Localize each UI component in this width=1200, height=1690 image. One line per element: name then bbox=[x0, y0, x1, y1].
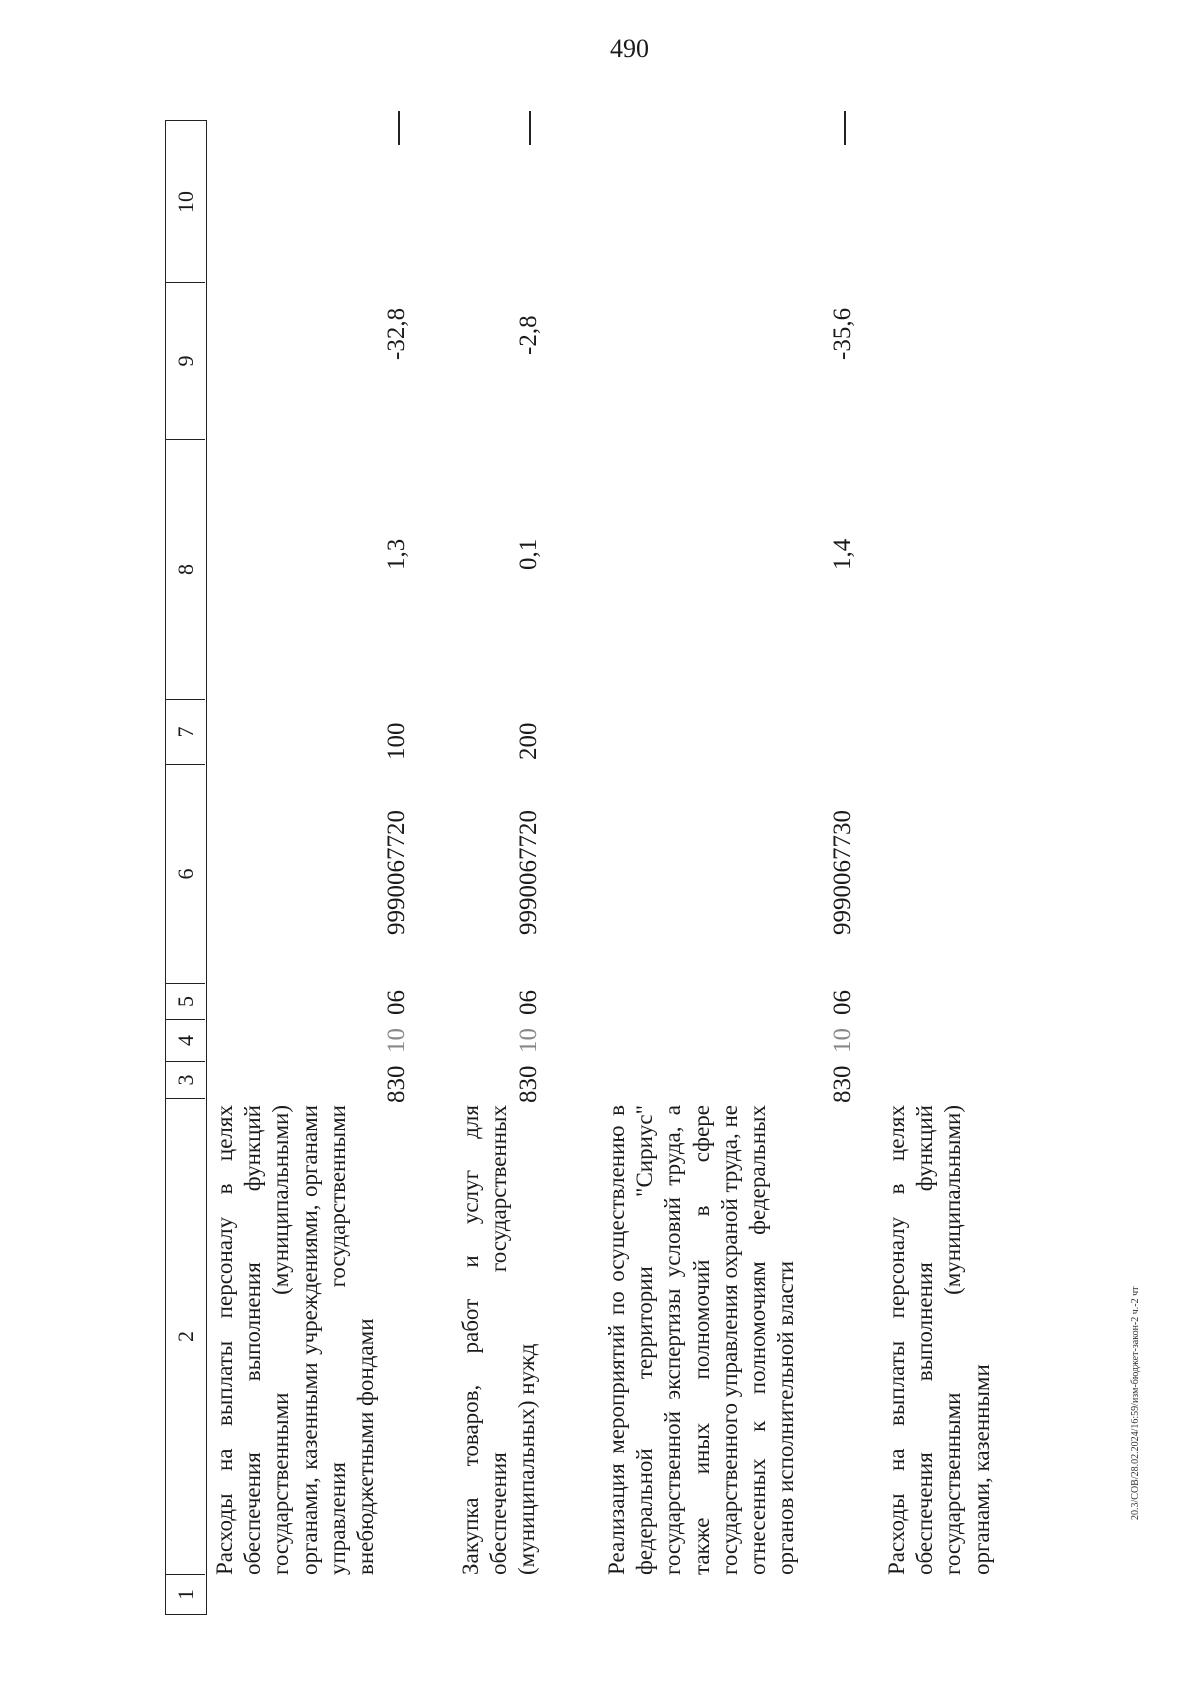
row-col4: 10 bbox=[383, 1028, 410, 1053]
header-col-1: 1 bbox=[166, 1574, 205, 1614]
row-description: Закупка товаров, работ и услуг для обеспечения государственных (муниципальных) нужд bbox=[458, 1105, 540, 1575]
row-col8: 1,4 bbox=[829, 538, 856, 570]
header-col-6: 6 bbox=[166, 764, 205, 983]
row-col3: 830 bbox=[515, 1065, 542, 1103]
header-col-7: 7 bbox=[166, 699, 205, 764]
header-col-2: 2 bbox=[166, 1098, 205, 1574]
row-col9: -35,6 bbox=[829, 307, 856, 360]
row-col3: 830 bbox=[829, 1065, 856, 1103]
row-description: Расходы на выплаты персоналу в целях обеспечения выполнения функций государственными (муниципальными) органами, казенными bbox=[884, 1105, 994, 1575]
row-col5: 06 bbox=[515, 990, 542, 1015]
row-col9: -2,8 bbox=[515, 315, 542, 355]
row-col10-dash bbox=[844, 111, 846, 145]
header-col-3: 3 bbox=[166, 1061, 205, 1098]
row-col6: 9990067720 bbox=[515, 810, 542, 935]
row-col5: 06 bbox=[829, 990, 856, 1015]
row-description: Реализация мероприятий по осуществлению в федеральной территории "Сириус" государственной экспертизы условий труда, а также иных полномочий в сфере государственного управления охраной труда, не отнесенных к полномочиям федеральных органов исполнительной власти bbox=[604, 1105, 799, 1575]
row-description: Расходы на выплаты персоналу в целях обеспечения выполнения функций государственными (муниципальными) органами, казенными учреждениями, органами управления государственными внебюджетными фондами bbox=[212, 1105, 379, 1575]
row-col4: 10 bbox=[515, 1028, 542, 1053]
row-col7: 200 bbox=[515, 722, 542, 760]
page-number: 490 bbox=[610, 34, 649, 63]
row-col5: 06 bbox=[383, 990, 410, 1015]
row-col7: 100 bbox=[383, 722, 410, 760]
table-header bbox=[165, 120, 207, 1615]
row-col10-dash bbox=[398, 111, 400, 145]
row-col6: 9990067720 bbox=[383, 810, 410, 935]
row-col8: 1,3 bbox=[383, 538, 410, 570]
document-footer: 20.3/СОВ/28.02.2024/16:59/изм-бюджет-закон-2 ч.-2 чт bbox=[1130, 1286, 1141, 1520]
row-col8: 0,1 bbox=[515, 538, 542, 570]
header-col-4: 4 bbox=[166, 1019, 205, 1061]
header-col-5: 5 bbox=[166, 983, 205, 1019]
row-col6: 9990067730 bbox=[829, 810, 856, 935]
header-col-9: 9 bbox=[166, 282, 205, 439]
header-col-8: 8 bbox=[166, 439, 205, 699]
budget-table bbox=[165, 120, 1165, 1615]
row-col10-dash bbox=[529, 111, 531, 145]
row-col4: 10 bbox=[829, 1028, 856, 1053]
row-col3: 830 bbox=[383, 1065, 410, 1103]
row-col9: -32,8 bbox=[383, 307, 410, 360]
header-col-10: 10 bbox=[173, 191, 198, 213]
